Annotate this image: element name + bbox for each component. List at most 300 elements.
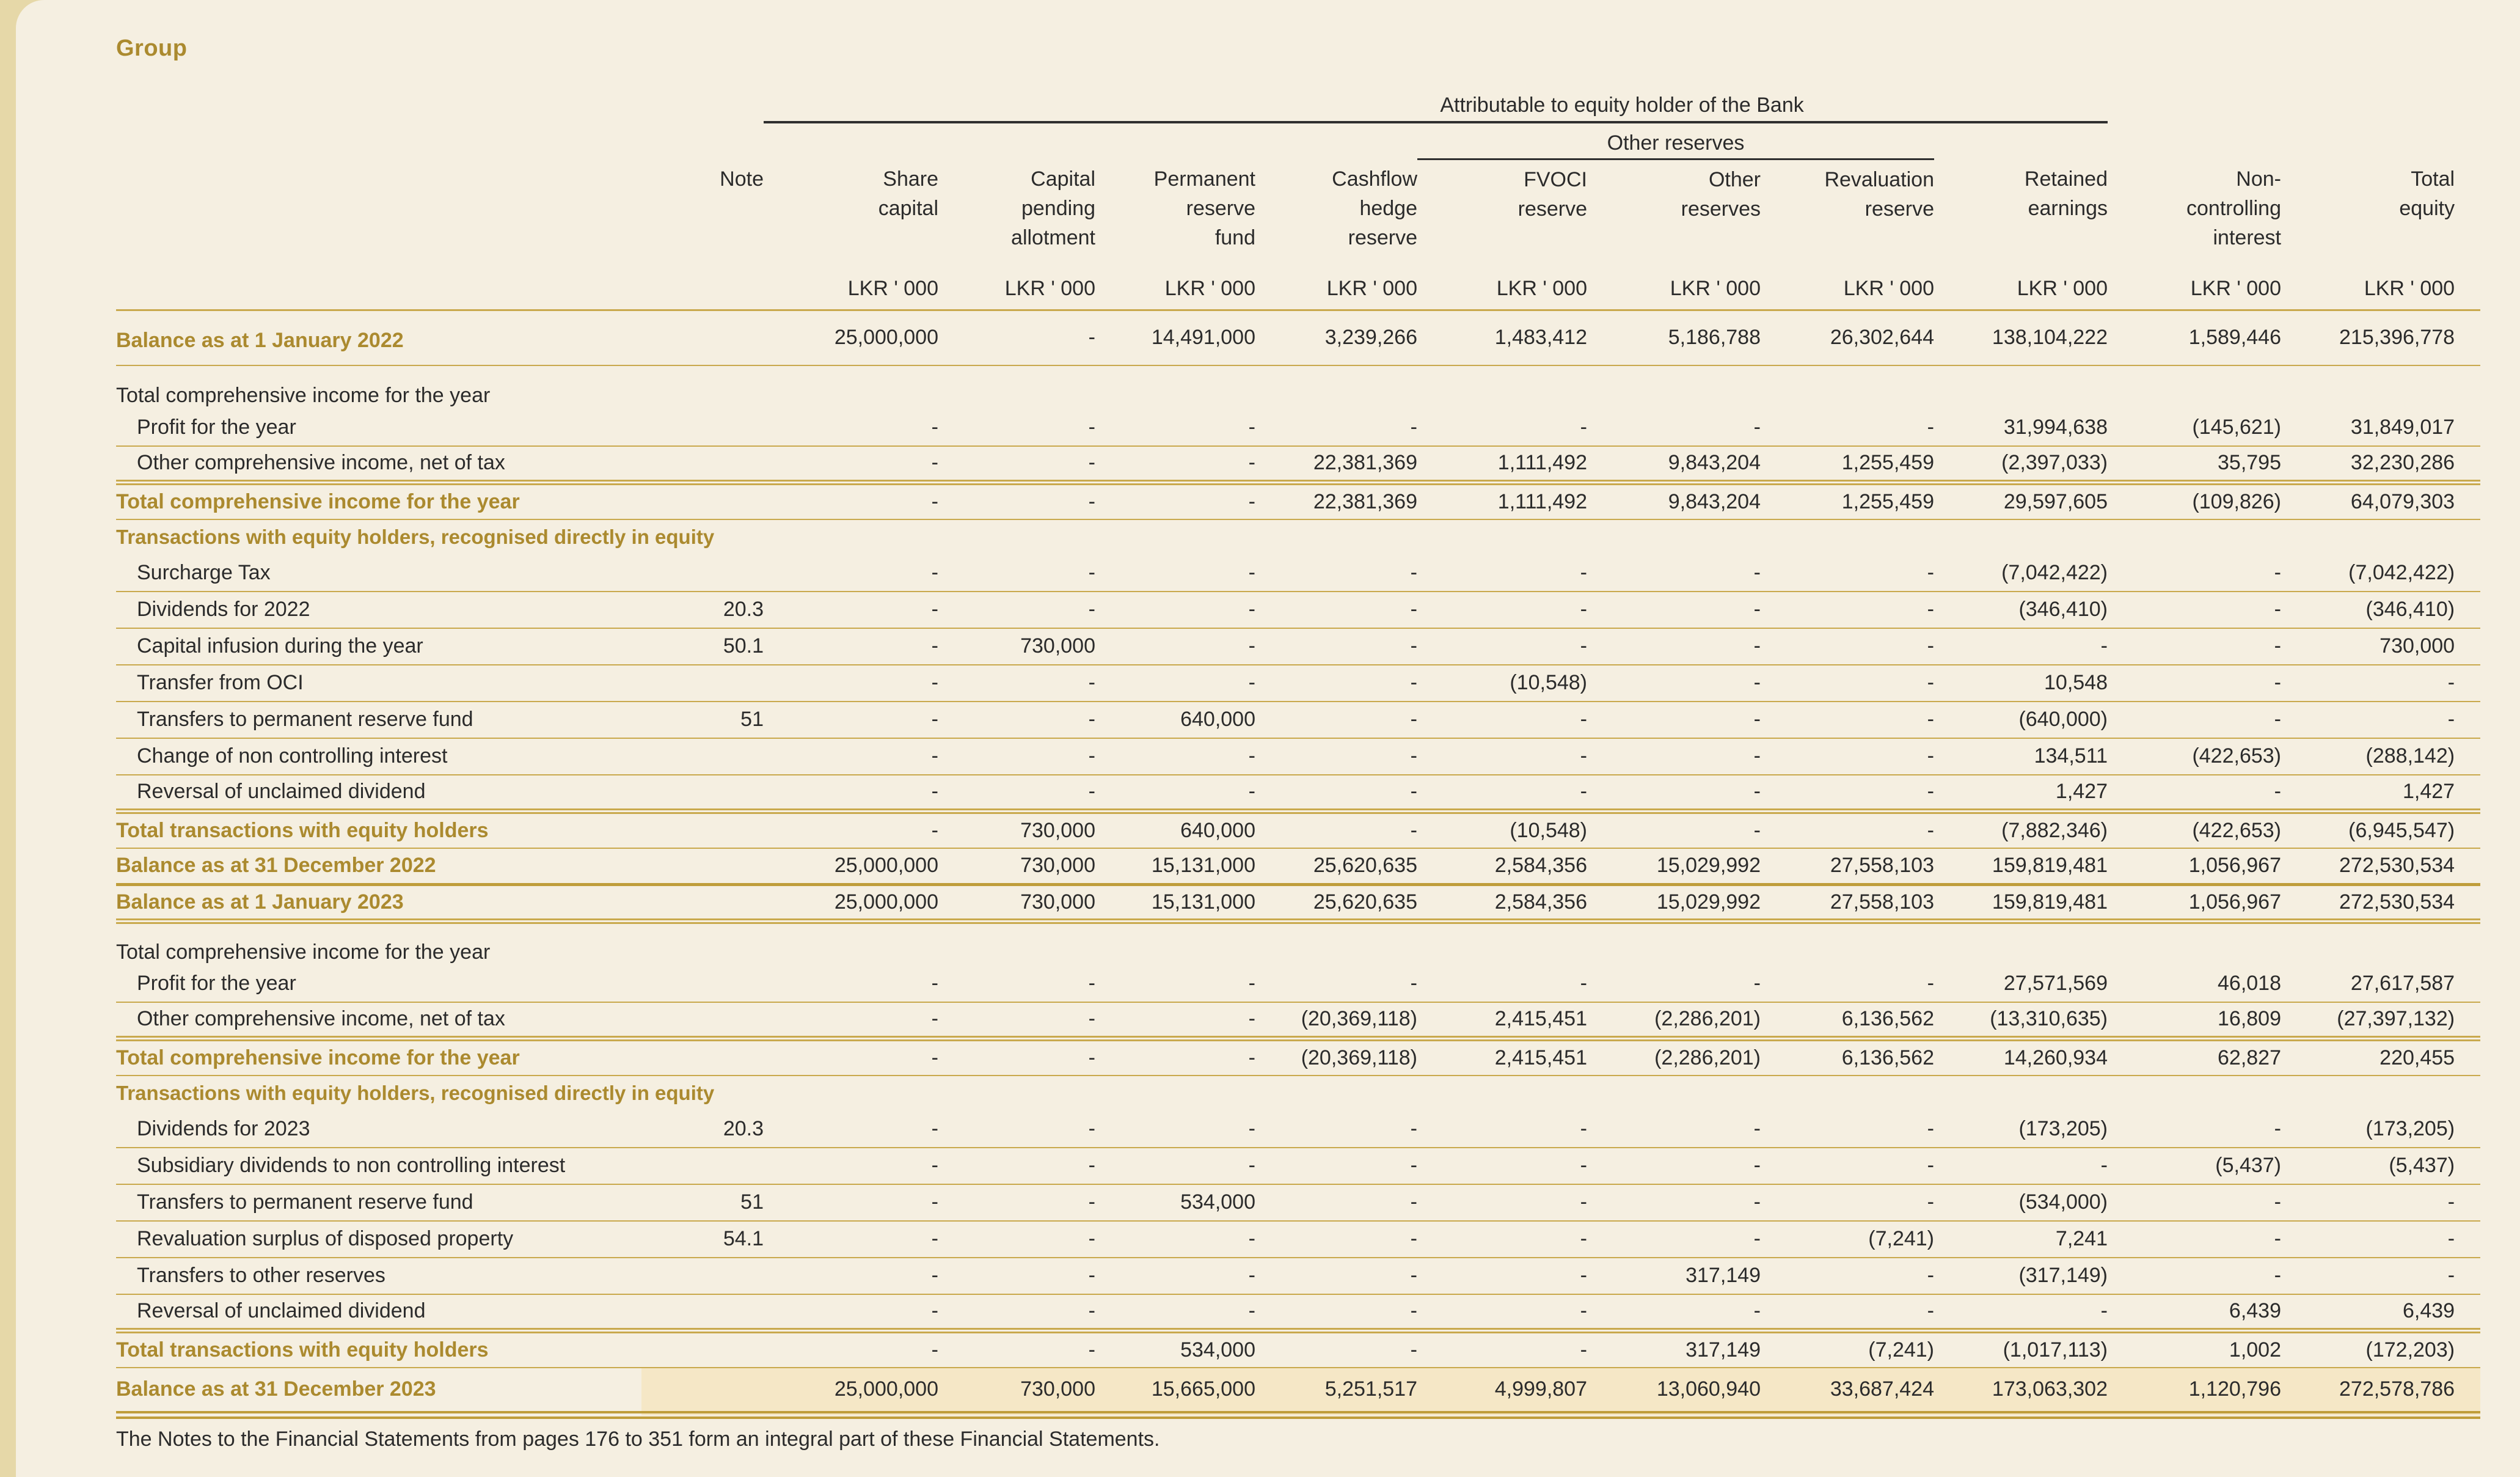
value-cell-revaluation-reserve: - xyxy=(1761,738,1934,775)
value-cell-cashflow-hedge-reserve xyxy=(1255,365,1417,409)
header-spacer xyxy=(1934,122,2480,155)
note-cell xyxy=(641,1258,764,1294)
value-cell-other-reserves xyxy=(1587,922,1761,966)
table-row xyxy=(116,555,2480,592)
value-cell-permanent-reserve-fund: - xyxy=(1095,1148,1255,1184)
value-cell-cashflow-hedge-reserve: - xyxy=(1255,592,1417,628)
header-spacer xyxy=(764,122,1417,155)
table-row xyxy=(116,812,2480,848)
value-cell-share-capital xyxy=(764,365,938,409)
value-cell-capital-pending-allotment: - xyxy=(938,446,1095,483)
value-cell-cashflow-hedge-reserve: - xyxy=(1255,1221,1417,1258)
value-cell-cashflow-hedge-reserve: - xyxy=(1255,1331,1417,1368)
value-cell-fvoci-reserve: (10,548) xyxy=(1417,665,1587,702)
value-cell-non-controlling-interest: 35,795 xyxy=(2108,446,2281,483)
value-cell-revaluation-reserve xyxy=(1761,1076,1934,1111)
value-cell-permanent-reserve-fund xyxy=(1095,365,1255,409)
value-cell-non-controlling-interest: - xyxy=(2108,702,2281,738)
value-cell-permanent-reserve-fund: - xyxy=(1095,446,1255,483)
note-cell xyxy=(641,775,764,812)
table-row xyxy=(116,922,2480,966)
value-cell-share-capital: - xyxy=(764,738,938,775)
row-label: Transfers to other reserves xyxy=(116,1258,641,1294)
value-cell-capital-pending-allotment: - xyxy=(938,1148,1095,1184)
column-header-line: Total xyxy=(2411,167,2455,191)
unit-cell-cashflow-hedge-reserve: LKR ' 000 xyxy=(1255,254,1417,310)
note-cell xyxy=(641,310,764,365)
value-cell-cashflow-hedge-reserve: - xyxy=(1255,409,1417,446)
column-header-line: equity xyxy=(2399,196,2455,220)
value-cell-retained-earnings: 29,597,605 xyxy=(1934,483,2108,519)
statement-of-changes-in-equity-table xyxy=(116,86,2480,1419)
value-cell-revaluation-reserve: - xyxy=(1761,1258,1934,1294)
table-row xyxy=(116,1221,2480,1258)
value-cell-cashflow-hedge-reserve: (20,369,118) xyxy=(1255,1002,1417,1039)
value-cell-share-capital: - xyxy=(764,1148,938,1184)
value-cell-retained-earnings: 138,104,222 xyxy=(1934,310,2108,365)
value-cell-non-controlling-interest: - xyxy=(2108,1258,2281,1294)
column-header-fvoci-reserve xyxy=(1417,159,1587,255)
value-cell-revaluation-reserve: 33,687,424 xyxy=(1761,1368,1934,1415)
value-cell-other-reserves: - xyxy=(1587,812,1761,848)
value-cell-fvoci-reserve: 2,584,356 xyxy=(1417,885,1587,922)
row-label: Profit for the year xyxy=(116,409,641,446)
value-cell-revaluation-reserve: - xyxy=(1761,966,1934,1002)
value-cell-cashflow-hedge-reserve xyxy=(1255,519,1417,555)
table-row xyxy=(116,483,2480,519)
value-cell-total-equity: - xyxy=(2281,1258,2480,1294)
value-cell-total-equity xyxy=(2281,519,2480,555)
value-cell-permanent-reserve-fund: - xyxy=(1095,1258,1255,1294)
value-cell-cashflow-hedge-reserve: - xyxy=(1255,1258,1417,1294)
value-cell-share-capital: 25,000,000 xyxy=(764,310,938,365)
value-cell-revaluation-reserve: 26,302,644 xyxy=(1761,310,1934,365)
header-spacer xyxy=(116,86,764,117)
note-cell xyxy=(641,365,764,409)
value-cell-total-equity: 27,617,587 xyxy=(2281,966,2480,1002)
value-cell-total-equity: - xyxy=(2281,702,2480,738)
value-cell-revaluation-reserve xyxy=(1761,519,1934,555)
value-cell-fvoci-reserve xyxy=(1417,519,1587,555)
value-cell-retained-earnings xyxy=(1934,519,2108,555)
value-cell-revaluation-reserve: - xyxy=(1761,1294,1934,1331)
value-cell-non-controlling-interest: 1,056,967 xyxy=(2108,848,2281,885)
value-cell-non-controlling-interest: 1,056,967 xyxy=(2108,885,2281,922)
row-label: Total comprehensive income for the year xyxy=(116,1039,641,1076)
note-cell xyxy=(641,812,764,848)
value-cell-permanent-reserve-fund: - xyxy=(1095,966,1255,1002)
table-row xyxy=(116,1294,2480,1331)
column-header-permanent-reserve-fund xyxy=(1095,159,1255,255)
unit-cell-capital-pending-allotment: LKR ' 000 xyxy=(938,254,1095,310)
value-cell-cashflow-hedge-reserve: - xyxy=(1255,1111,1417,1148)
table-row xyxy=(116,1148,2480,1184)
value-cell-revaluation-reserve: - xyxy=(1761,1148,1934,1184)
value-cell-permanent-reserve-fund xyxy=(1095,1076,1255,1111)
row-label: Other comprehensive income, net of tax xyxy=(116,446,641,483)
table-row xyxy=(116,628,2480,665)
column-header-line: Permanent xyxy=(1153,167,1255,191)
footnote: The Notes to the Financial Statements from pages 176 to 351 form an integral part of these Financial Statements. xyxy=(116,1428,1160,1451)
value-cell-total-equity: 64,079,303 xyxy=(2281,483,2480,519)
value-cell-fvoci-reserve: - xyxy=(1417,702,1587,738)
value-cell-permanent-reserve-fund: - xyxy=(1095,1111,1255,1148)
value-cell-other-reserves: - xyxy=(1587,1221,1761,1258)
value-cell-fvoci-reserve: - xyxy=(1417,555,1587,592)
row-label: Total transactions with equity holders xyxy=(116,1331,641,1368)
column-header-total-equity xyxy=(2281,159,2480,255)
value-cell-non-controlling-interest: 62,827 xyxy=(2108,1039,2281,1076)
note-cell xyxy=(641,848,764,885)
header-row-attributable xyxy=(116,86,2480,117)
value-cell-capital-pending-allotment: - xyxy=(938,555,1095,592)
value-cell-fvoci-reserve: 1,111,492 xyxy=(1417,446,1587,483)
value-cell-cashflow-hedge-reserve: - xyxy=(1255,555,1417,592)
attributable-span-rule xyxy=(764,117,2108,122)
row-label: Dividends for 2022 xyxy=(116,592,641,628)
note-cell xyxy=(641,1148,764,1184)
value-cell-other-reserves xyxy=(1587,365,1761,409)
value-cell-other-reserves: - xyxy=(1587,665,1761,702)
value-cell-other-reserves: - xyxy=(1587,409,1761,446)
value-cell-permanent-reserve-fund: - xyxy=(1095,775,1255,812)
value-cell-capital-pending-allotment xyxy=(938,922,1095,966)
other-reserves-span-header: Other reserves xyxy=(1607,131,1745,155)
value-cell-capital-pending-allotment: - xyxy=(938,702,1095,738)
value-cell-fvoci-reserve xyxy=(1417,1076,1587,1111)
table-row xyxy=(116,519,2480,555)
value-cell-revaluation-reserve: - xyxy=(1761,628,1934,665)
note-cell: 51 xyxy=(641,1184,764,1221)
value-cell-fvoci-reserve: 2,584,356 xyxy=(1417,848,1587,885)
value-cell-capital-pending-allotment: - xyxy=(938,1184,1095,1221)
note-cell xyxy=(641,738,764,775)
value-cell-share-capital: - xyxy=(764,1184,938,1221)
row-label: Balance as at 31 December 2023 xyxy=(116,1368,641,1415)
value-cell-share-capital: - xyxy=(764,1331,938,1368)
row-label: Revaluation surplus of disposed property xyxy=(116,1221,641,1258)
value-cell-share-capital: - xyxy=(764,702,938,738)
value-cell-total-equity: - xyxy=(2281,1184,2480,1221)
value-cell-non-controlling-interest: (422,653) xyxy=(2108,738,2281,775)
column-header-line: Revaluation xyxy=(1824,168,1934,191)
note-cell xyxy=(641,922,764,966)
row-label: Reversal of unclaimed dividend xyxy=(116,775,641,812)
value-cell-capital-pending-allotment: - xyxy=(938,409,1095,446)
value-cell-capital-pending-allotment xyxy=(938,1076,1095,1111)
value-cell-fvoci-reserve: - xyxy=(1417,1221,1587,1258)
value-cell-non-controlling-interest xyxy=(2108,365,2281,409)
column-header-note xyxy=(641,159,764,255)
value-cell-share-capital xyxy=(764,922,938,966)
value-cell-capital-pending-allotment: - xyxy=(938,1002,1095,1039)
table-row xyxy=(116,592,2480,628)
note-cell xyxy=(641,446,764,483)
value-cell-permanent-reserve-fund: - xyxy=(1095,1294,1255,1331)
value-cell-fvoci-reserve: - xyxy=(1417,775,1587,812)
value-cell-retained-earnings: (13,310,635) xyxy=(1934,1002,2108,1039)
value-cell-capital-pending-allotment: - xyxy=(938,1111,1095,1148)
value-cell-non-controlling-interest: - xyxy=(2108,628,2281,665)
value-cell-share-capital: - xyxy=(764,812,938,848)
value-cell-fvoci-reserve: 2,415,451 xyxy=(1417,1039,1587,1076)
value-cell-fvoci-reserve: 1,483,412 xyxy=(1417,310,1587,365)
table-row xyxy=(116,1076,2480,1111)
value-cell-capital-pending-allotment: - xyxy=(938,592,1095,628)
value-cell-cashflow-hedge-reserve: - xyxy=(1255,1294,1417,1331)
row-label: Transactions with equity holders, recognised directly in equity xyxy=(116,1082,715,1104)
header-row-units xyxy=(116,254,2480,310)
value-cell-permanent-reserve-fund: 534,000 xyxy=(1095,1184,1255,1221)
row-label: Total transactions with equity holders xyxy=(116,812,641,848)
table-row xyxy=(116,1368,2480,1415)
column-header-revaluation-reserve xyxy=(1761,159,1934,255)
note-cell: 54.1 xyxy=(641,1221,764,1258)
value-cell-retained-earnings xyxy=(1934,1076,2108,1111)
value-cell-capital-pending-allotment: 730,000 xyxy=(938,812,1095,848)
value-cell-share-capital: 25,000,000 xyxy=(764,848,938,885)
column-header-cashflow-hedge-reserve xyxy=(1255,159,1417,255)
value-cell-non-controlling-interest: (5,437) xyxy=(2108,1148,2281,1184)
value-cell-total-equity: 272,530,534 xyxy=(2281,885,2480,922)
value-cell-total-equity: - xyxy=(2281,665,2480,702)
column-header-retained-earnings xyxy=(1934,159,2108,255)
value-cell-revaluation-reserve: - xyxy=(1761,409,1934,446)
value-cell-capital-pending-allotment: 730,000 xyxy=(938,885,1095,922)
row-label: Other comprehensive income, net of tax xyxy=(116,1002,641,1039)
value-cell-other-reserves: - xyxy=(1587,1111,1761,1148)
column-header-line: pending xyxy=(1021,196,1095,220)
row-label: Transfers to permanent reserve fund xyxy=(116,1184,641,1221)
note-cell xyxy=(641,555,764,592)
value-cell-retained-earnings: 27,571,569 xyxy=(1934,966,2108,1002)
value-cell-permanent-reserve-fund: - xyxy=(1095,555,1255,592)
value-cell-fvoci-reserve xyxy=(1417,922,1587,966)
column-header-line: controlling xyxy=(2186,196,2281,220)
value-cell-capital-pending-allotment: - xyxy=(938,1258,1095,1294)
value-cell-cashflow-hedge-reserve: - xyxy=(1255,1148,1417,1184)
value-cell-total-equity: (6,945,547) xyxy=(2281,812,2480,848)
value-cell-cashflow-hedge-reserve: - xyxy=(1255,1184,1417,1221)
value-cell-total-equity: 730,000 xyxy=(2281,628,2480,665)
row-label: Balance as at 1 January 2022 xyxy=(116,310,641,365)
note-cell xyxy=(641,409,764,446)
note-cell xyxy=(641,1331,764,1368)
value-cell-share-capital: - xyxy=(764,592,938,628)
table-row xyxy=(116,365,2480,409)
value-cell-retained-earnings: - xyxy=(1934,1148,2108,1184)
note-cell: 51 xyxy=(641,702,764,738)
value-cell-share-capital: - xyxy=(764,966,938,1002)
row-label: Total comprehensive income for the year xyxy=(116,483,641,519)
value-cell-cashflow-hedge-reserve: - xyxy=(1255,775,1417,812)
table-row xyxy=(116,885,2480,922)
value-cell-permanent-reserve-fund: - xyxy=(1095,738,1255,775)
value-cell-total-equity: 272,578,786 xyxy=(2281,1368,2480,1415)
value-cell-other-reserves: 317,149 xyxy=(1587,1258,1761,1294)
header-spacer xyxy=(116,122,764,155)
value-cell-capital-pending-allotment: - xyxy=(938,483,1095,519)
value-cell-revaluation-reserve: (7,241) xyxy=(1761,1221,1934,1258)
value-cell-total-equity: 32,230,286 xyxy=(2281,446,2480,483)
value-cell-other-reserves: 15,029,992 xyxy=(1587,848,1761,885)
value-cell-share-capital: 25,000,000 xyxy=(764,885,938,922)
row-label: Profit for the year xyxy=(116,966,641,1002)
value-cell-permanent-reserve-fund: 15,131,000 xyxy=(1095,848,1255,885)
value-cell-retained-earnings: (640,000) xyxy=(1934,702,2108,738)
table-row xyxy=(116,1184,2480,1221)
note-cell xyxy=(641,1368,764,1415)
value-cell-fvoci-reserve: - xyxy=(1417,1148,1587,1184)
column-header-line: FVOCI xyxy=(1524,168,1587,191)
row-label: Total comprehensive income for the year xyxy=(116,940,491,964)
unit-cell-total-equity: LKR ' 000 xyxy=(2281,254,2480,310)
value-cell-cashflow-hedge-reserve: - xyxy=(1255,966,1417,1002)
column-header-line: allotment xyxy=(1011,225,1095,249)
value-cell-revaluation-reserve: 27,558,103 xyxy=(1761,885,1934,922)
value-cell-non-controlling-interest: - xyxy=(2108,1111,2281,1148)
table-row xyxy=(116,409,2480,446)
column-header-line: interest xyxy=(2213,225,2281,249)
value-cell-cashflow-hedge-reserve: 22,381,369 xyxy=(1255,446,1417,483)
value-cell-non-controlling-interest: - xyxy=(2108,665,2281,702)
note-cell xyxy=(641,483,764,519)
value-cell-capital-pending-allotment xyxy=(938,365,1095,409)
header-spacer xyxy=(116,117,764,122)
column-header-line: Share xyxy=(883,167,938,191)
note-cell xyxy=(641,1039,764,1076)
value-cell-other-reserves: - xyxy=(1587,1294,1761,1331)
value-cell-cashflow-hedge-reserve xyxy=(1255,1076,1417,1111)
unit-cell-note xyxy=(641,254,764,310)
header-spacer xyxy=(116,254,641,310)
value-cell-capital-pending-allotment: - xyxy=(938,310,1095,365)
value-cell-share-capital: - xyxy=(764,1111,938,1148)
value-cell-capital-pending-allotment xyxy=(938,519,1095,555)
value-cell-non-controlling-interest: (422,653) xyxy=(2108,812,2281,848)
unit-cell-retained-earnings: LKR ' 000 xyxy=(1934,254,2108,310)
value-cell-permanent-reserve-fund: 534,000 xyxy=(1095,1331,1255,1368)
header-row-other-reserves xyxy=(116,122,2480,155)
value-cell-retained-earnings: 1,427 xyxy=(1934,775,2108,812)
unit-cell-permanent-reserve-fund: LKR ' 000 xyxy=(1095,254,1255,310)
value-cell-revaluation-reserve: - xyxy=(1761,775,1934,812)
value-cell-total-equity: 272,530,534 xyxy=(2281,848,2480,885)
note-cell xyxy=(641,966,764,1002)
value-cell-retained-earnings: 14,260,934 xyxy=(1934,1039,2108,1076)
value-cell-cashflow-hedge-reserve: 5,251,517 xyxy=(1255,1368,1417,1415)
column-header-line: earnings xyxy=(2028,196,2108,220)
value-cell-fvoci-reserve: - xyxy=(1417,1331,1587,1368)
value-cell-permanent-reserve-fund: - xyxy=(1095,1221,1255,1258)
value-cell-share-capital: - xyxy=(764,775,938,812)
value-cell-cashflow-hedge-reserve: 22,381,369 xyxy=(1255,483,1417,519)
row-label: Subsidiary dividends to non controlling interest xyxy=(116,1148,641,1184)
value-cell-other-reserves: - xyxy=(1587,966,1761,1002)
row-label: Reversal of unclaimed dividend xyxy=(116,1294,641,1331)
header-spacer xyxy=(116,159,641,255)
value-cell-total-equity xyxy=(2281,365,2480,409)
column-header-line: capital xyxy=(878,196,938,220)
value-cell-capital-pending-allotment: - xyxy=(938,1294,1095,1331)
value-cell-permanent-reserve-fund: - xyxy=(1095,665,1255,702)
value-cell-revaluation-reserve: 6,136,562 xyxy=(1761,1002,1934,1039)
header-row-attributable-rule xyxy=(116,117,2480,122)
column-header-share-capital xyxy=(764,159,938,255)
value-cell-retained-earnings: (317,149) xyxy=(1934,1258,2108,1294)
value-cell-total-equity: (7,042,422) xyxy=(2281,555,2480,592)
table-row xyxy=(116,1331,2480,1368)
column-header-line: hedge xyxy=(1359,196,1417,220)
value-cell-revaluation-reserve: - xyxy=(1761,812,1934,848)
value-cell-non-controlling-interest: - xyxy=(2108,1221,2281,1258)
value-cell-total-equity: - xyxy=(2281,1221,2480,1258)
value-cell-fvoci-reserve: - xyxy=(1417,1111,1587,1148)
value-cell-non-controlling-interest: - xyxy=(2108,592,2281,628)
value-cell-other-reserves: - xyxy=(1587,702,1761,738)
value-cell-cashflow-hedge-reserve: 3,239,266 xyxy=(1255,310,1417,365)
value-cell-total-equity: 220,455 xyxy=(2281,1039,2480,1076)
value-cell-other-reserves: - xyxy=(1587,555,1761,592)
value-cell-total-equity xyxy=(2281,922,2480,966)
value-cell-non-controlling-interest xyxy=(2108,519,2281,555)
value-cell-other-reserves: 15,029,992 xyxy=(1587,885,1761,922)
column-header-capital-pending-allotment xyxy=(938,159,1095,255)
row-label: Dividends for 2023 xyxy=(116,1111,641,1148)
value-cell-cashflow-hedge-reserve: - xyxy=(1255,812,1417,848)
value-cell-fvoci-reserve: - xyxy=(1417,966,1587,1002)
note-cell xyxy=(641,885,764,922)
note-cell xyxy=(641,1002,764,1039)
table-row xyxy=(116,966,2480,1002)
value-cell-retained-earnings: (1,017,113) xyxy=(1934,1331,2108,1368)
note-cell xyxy=(641,665,764,702)
value-cell-retained-earnings: (173,205) xyxy=(1934,1111,2108,1148)
value-cell-retained-earnings: 159,819,481 xyxy=(1934,848,2108,885)
value-cell-non-controlling-interest: (145,621) xyxy=(2108,409,2281,446)
value-cell-other-reserves: - xyxy=(1587,775,1761,812)
value-cell-other-reserves: 317,149 xyxy=(1587,1331,1761,1368)
page-title: Group xyxy=(116,35,188,61)
value-cell-total-equity: 31,849,017 xyxy=(2281,409,2480,446)
value-cell-fvoci-reserve: - xyxy=(1417,628,1587,665)
value-cell-total-equity: 6,439 xyxy=(2281,1294,2480,1331)
value-cell-cashflow-hedge-reserve: - xyxy=(1255,738,1417,775)
value-cell-share-capital: - xyxy=(764,1258,938,1294)
value-cell-non-controlling-interest: - xyxy=(2108,775,2281,812)
value-cell-fvoci-reserve: (10,548) xyxy=(1417,812,1587,848)
value-cell-total-equity: 215,396,778 xyxy=(2281,310,2480,365)
column-header-line: reserve xyxy=(1864,197,1934,221)
value-cell-cashflow-hedge-reserve: 25,620,635 xyxy=(1255,885,1417,922)
value-cell-non-controlling-interest xyxy=(2108,922,2281,966)
value-cell-retained-earnings: (2,397,033) xyxy=(1934,446,2108,483)
value-cell-revaluation-reserve: - xyxy=(1761,665,1934,702)
value-cell-other-reserves: 9,843,204 xyxy=(1587,483,1761,519)
unit-cell-other-reserves: LKR ' 000 xyxy=(1587,254,1761,310)
value-cell-capital-pending-allotment: 730,000 xyxy=(938,848,1095,885)
column-header-line: reserves xyxy=(1681,197,1761,221)
value-cell-revaluation-reserve xyxy=(1761,922,1934,966)
value-cell-total-equity xyxy=(2281,1076,2480,1111)
value-cell-permanent-reserve-fund: - xyxy=(1095,628,1255,665)
value-cell-capital-pending-allotment: - xyxy=(938,1331,1095,1368)
attributable-span-header: Attributable to equity holder of the Bank xyxy=(1440,93,1804,117)
value-cell-retained-earnings: (7,042,422) xyxy=(1934,555,2108,592)
value-cell-cashflow-hedge-reserve: - xyxy=(1255,702,1417,738)
value-cell-other-reserves: (2,286,201) xyxy=(1587,1039,1761,1076)
table-row xyxy=(116,738,2480,775)
